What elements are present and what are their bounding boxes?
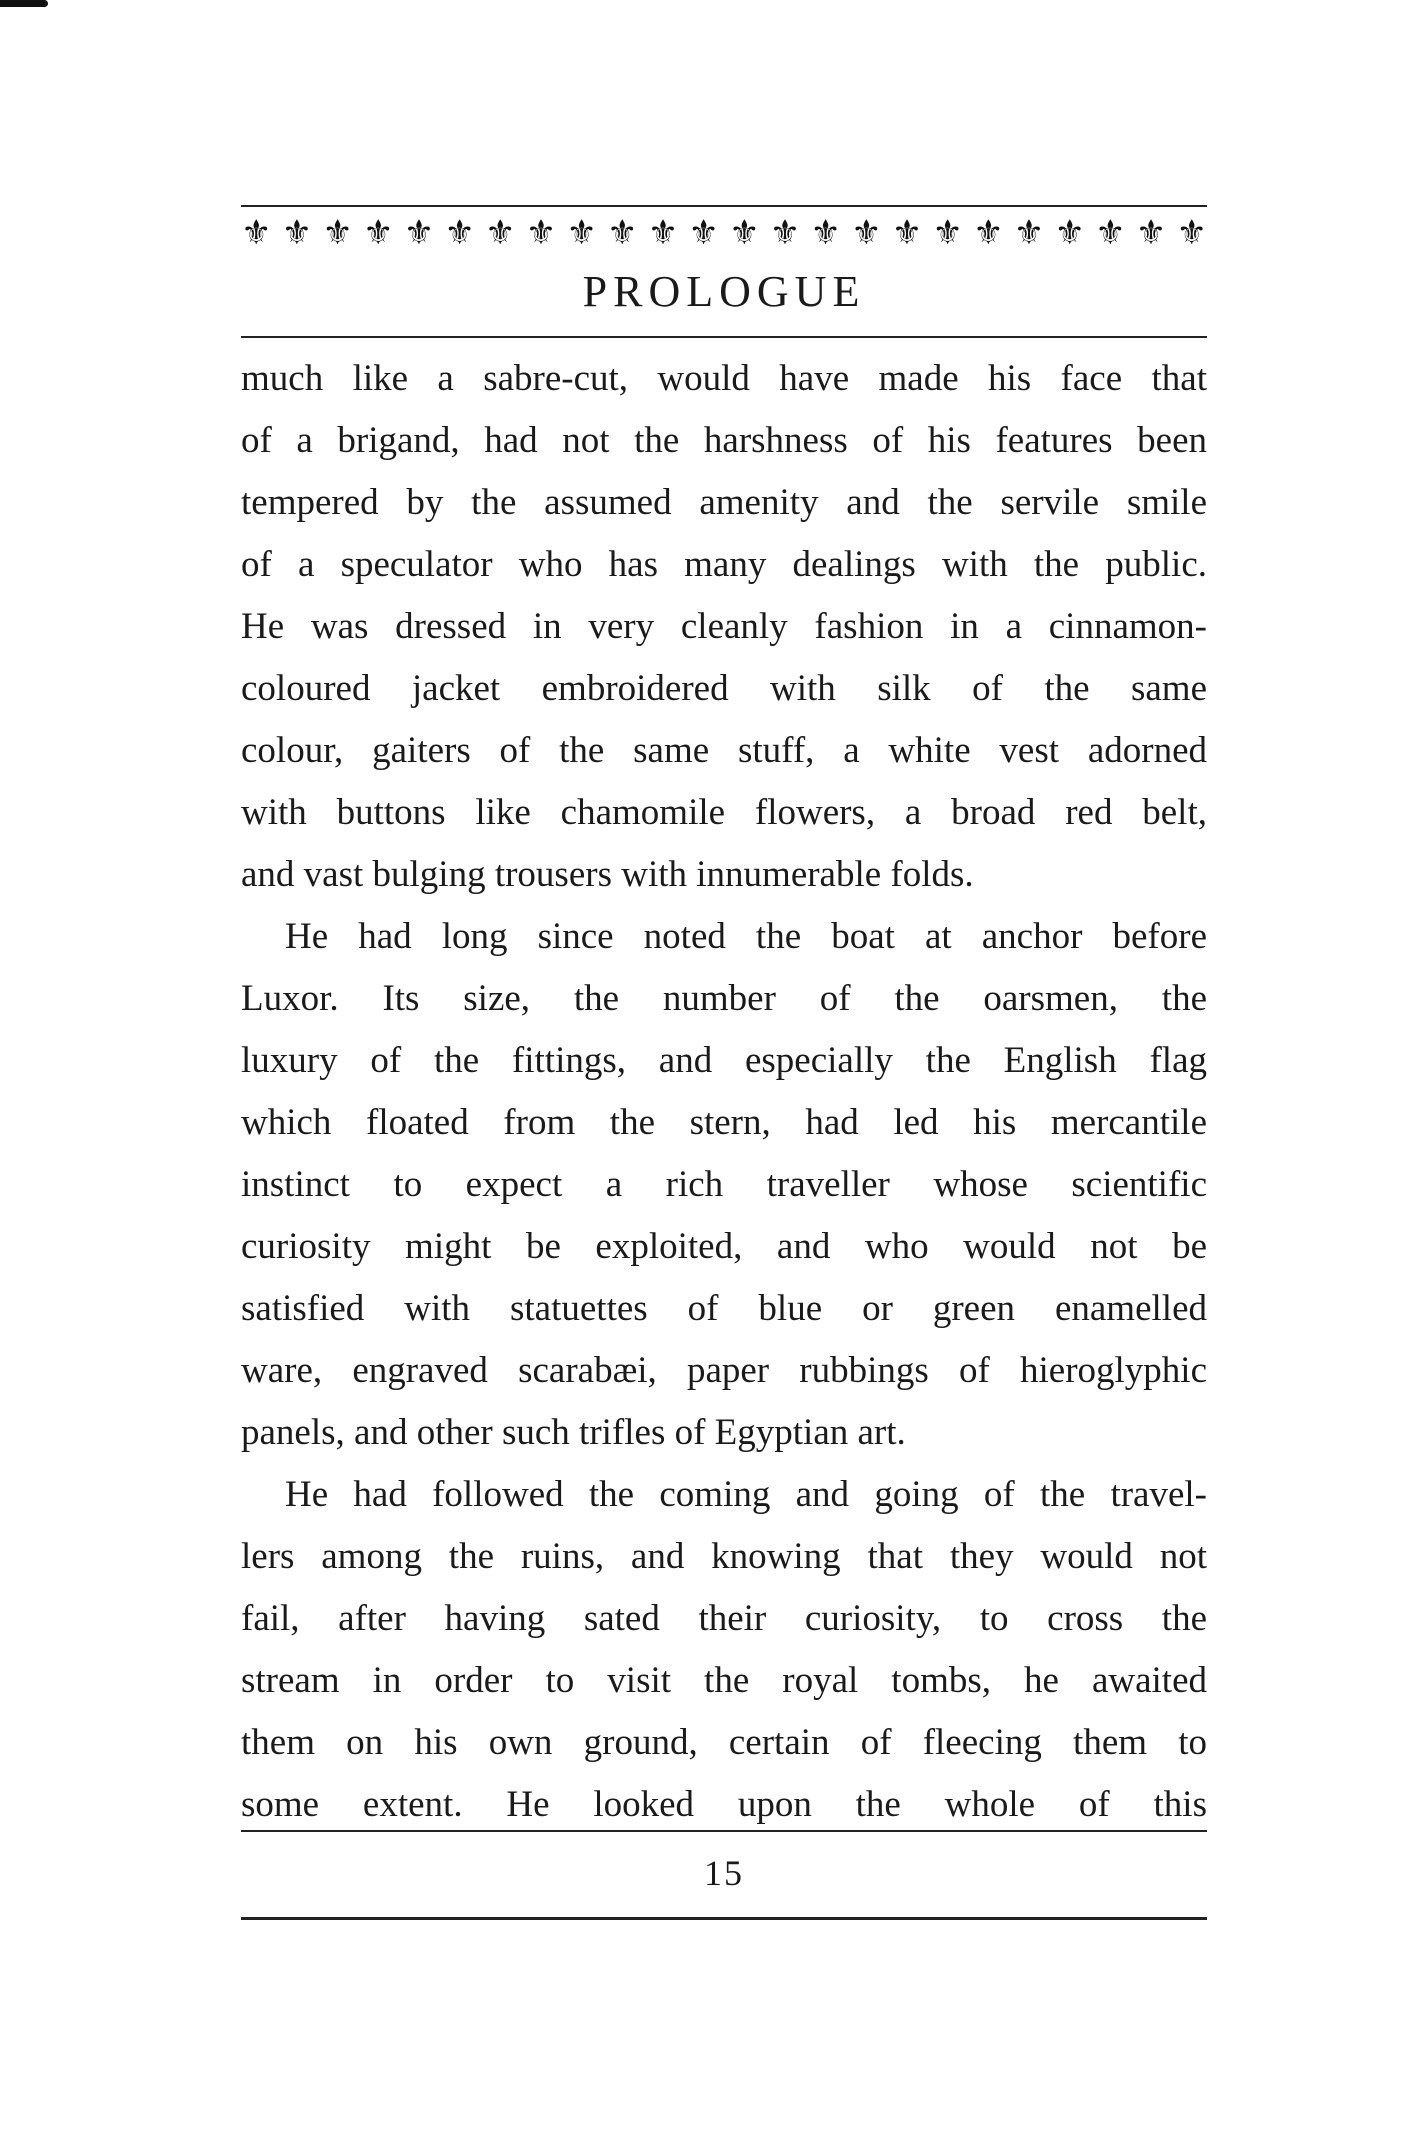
fleuron-icon: ⚜ — [1013, 213, 1045, 253]
fleuron-icon: ⚜ — [1176, 213, 1207, 253]
fleuron-icon: ⚜ — [1095, 213, 1126, 253]
fleuron-icon: ⚜ — [444, 213, 475, 253]
footer-top-rule — [241, 1830, 1207, 1832]
text-line: Luxor. Its size, the number of the oarsmen, the — [241, 978, 1207, 1019]
text-line: luxury of the fittings, and especially the English flag — [241, 1040, 1207, 1081]
text-line: them on his own ground, certain of fleecing them to — [241, 1722, 1207, 1763]
page-number: 15 — [704, 1853, 744, 1893]
fleuron-icon: ⚜ — [932, 213, 963, 253]
text-line: He was dressed in very cleanly fashion in a cinnamon- — [241, 606, 1207, 647]
text-line: some extent. He looked upon the whole of this — [241, 1784, 1207, 1825]
text-line: of a speculator who has many dealings with the public. — [241, 544, 1207, 585]
text-line: with buttons like chamomile flowers, a broad red belt, — [241, 792, 1207, 833]
text-line: much like a sabre-cut, would have made his face that — [241, 358, 1207, 399]
fleuron-icon: ⚜ — [891, 213, 923, 253]
fleuron-icon: ⚜ — [647, 213, 679, 253]
running-head: PROLOGUE — [582, 267, 866, 316]
text-line: ware, engraved scarabæi, paper rubbings of hieroglyphic — [241, 1350, 1207, 1391]
fleuron-icon: ⚜ — [1054, 213, 1085, 253]
text-line: satisfied with statuettes of blue or green enamelled — [241, 1288, 1207, 1329]
text-line: fail, after having sated their curiosity, to cross the — [241, 1598, 1207, 1639]
fleuron-icon: ⚜ — [281, 213, 313, 253]
header-top-rule — [241, 205, 1207, 207]
fleuron-icon: ⚜ — [403, 213, 435, 253]
text-line: instinct to expect a rich traveller whose scientific — [241, 1164, 1207, 1205]
fleuron-ornament-band — [241, 210, 1207, 256]
text-line: curiosity might be exploited, and who would not be — [241, 1226, 1207, 1267]
text-line: of a brigand, had not the harshness of his features been — [241, 420, 1207, 461]
fleuron-icon: ⚜ — [769, 213, 801, 253]
fleuron-icon: ⚜ — [810, 213, 841, 253]
fleuron-icon: ⚜ — [322, 213, 353, 253]
paragraph — [241, 906, 1207, 1464]
text-line: and vast bulging trousers with innumerable folds. — [241, 854, 974, 895]
paragraph — [241, 1464, 1207, 1836]
fleuron-icon: ⚜ — [973, 213, 1004, 253]
fleuron-icon: ⚜ — [688, 213, 719, 253]
fleuron-icon: ⚜ — [729, 213, 760, 253]
text-line: lers among the ruins, and knowing that they would not — [241, 1536, 1207, 1577]
fleuron-icon: ⚜ — [1135, 213, 1167, 253]
fleuron-icon: ⚜ — [363, 213, 394, 253]
fleuron-icon: ⚜ — [485, 213, 516, 253]
fleuron-icon: ⚜ — [525, 213, 557, 253]
text-line: which floated from the stern, had led his mercantile — [241, 1102, 1207, 1143]
fleuron-icon: ⚜ — [851, 213, 882, 253]
text-line: stream in order to visit the royal tombs, he awaited — [241, 1660, 1207, 1701]
text-line: colour, gaiters of the same stuff, a white vest adorned — [241, 730, 1207, 771]
scan-edge-mark — [0, 0, 48, 7]
text-line: coloured jacket embroidered with silk of the same — [241, 668, 1207, 709]
text-line: tempered by the assumed amenity and the servile smile — [241, 482, 1207, 523]
fleuron-icon: ⚜ — [607, 213, 638, 253]
header-bottom-rule — [241, 336, 1207, 338]
footer-bottom-rule — [241, 1917, 1207, 1920]
text-line: He had followed the coming and going of the travel- — [285, 1474, 1207, 1515]
text-line: He had long since noted the boat at anchor before — [285, 916, 1207, 957]
text-line: panels, and other such trifles of Egyptian art. — [241, 1412, 906, 1453]
fleuron-icon: ⚜ — [241, 213, 272, 253]
paragraph — [241, 348, 1207, 906]
fleuron-icon: ⚜ — [566, 213, 597, 253]
body-text — [241, 348, 1207, 1836]
